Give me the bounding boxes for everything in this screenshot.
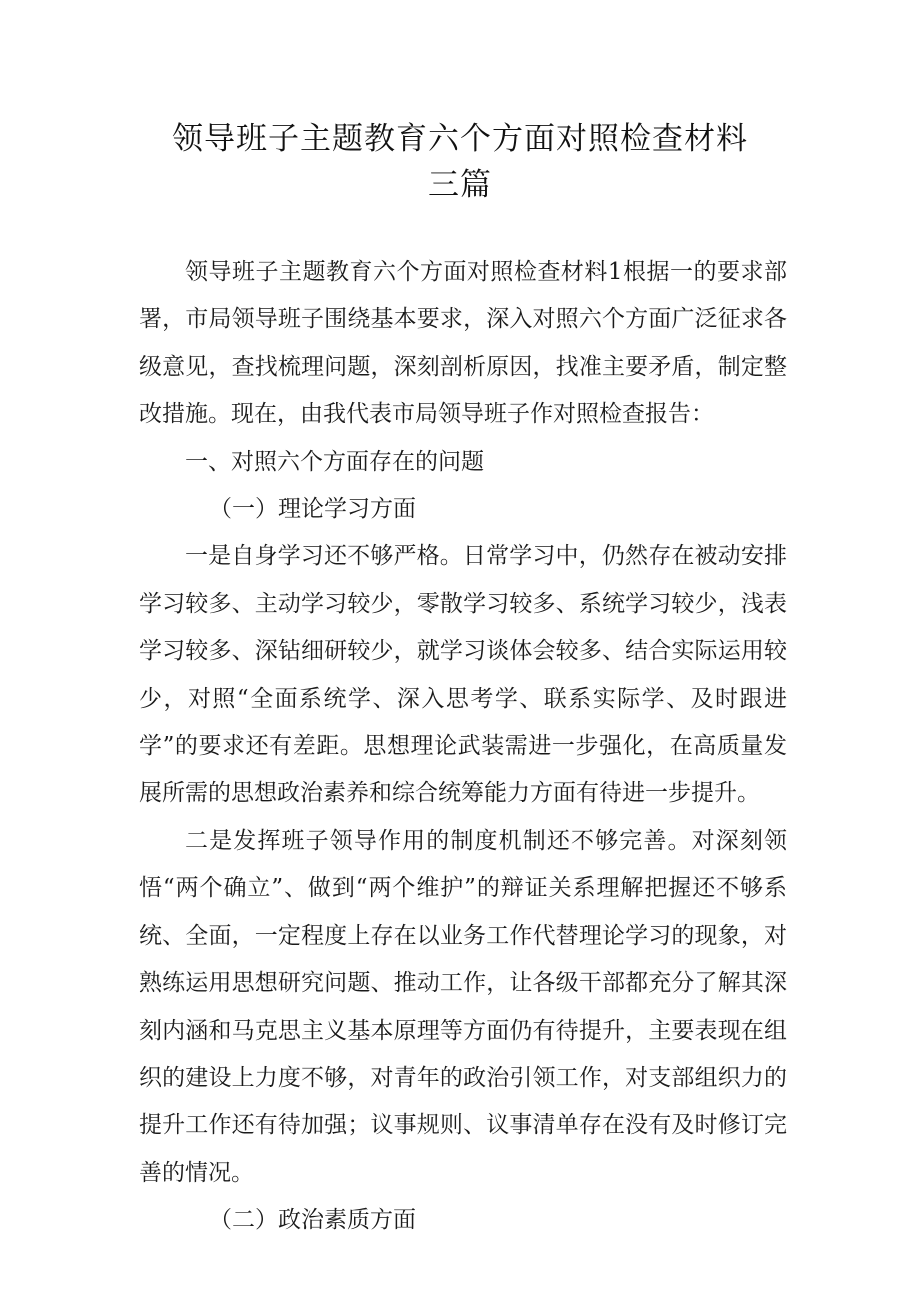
subsection-heading-theory-study: （一）理论学习方面: [209, 496, 416, 523]
section-heading-1: 一、对照六个方面存在的问题: [185, 448, 484, 475]
body-paragraph-2: 二是发挥班子领导作用的制度机制还不够完善。对深刻领悟“两个确立”、做到“两个维护”的辩证关系理解把握还不够系统、全面，一定程度上存在以业务工作代替理论学习的现象，对熟练运用思想研究问题、推动工作，让各级干部都充分了解其深刻内涵和马克思主义基本原理等方面仍有待提升，主要表现在组织的建设上力度不够，对青年的政治引领工作，对支部组织力的提升工作还有待加强；议事规则、议事清单存在没有及时修订完善的情况。: [139, 827, 787, 1186]
document-body: [139, 249, 787, 1245]
document-title-line-1: 领导班子主题教育六个方面对照检查材料: [172, 121, 748, 157]
body-paragraph-1: 一是自身学习还不够严格。日常学习中，仍然存在被动安排学习较多、主动学习较少，零散学习较多、系统学习较少，浅表学习较多、深钻细研较少，就学习谈体会较多、结合实际运用较少，对照“全面系统学、深入思考学、联系实际学、及时跟进学”的要求还有差距。思想理论武装需进一步强化，在高质量发展所需的思想政治素养和综合统筹能力方面有待进一步提升。: [139, 543, 787, 807]
subsection-heading-political-quality: （二）政治素质方面: [209, 1207, 416, 1234]
intro-paragraph: 领导班子主题教育六个方面对照检查材料1根据一的要求部署，市局领导班子围绕基本要求，深入对照六个方面广泛征求各级意见，查找梳理问题，深刻剖析原因，找准主要矛盾，制定整改措施。现在，由我代表市局领导班子作对照检查报告：: [139, 259, 787, 428]
document-title-line-2: 三篇: [428, 167, 492, 203]
